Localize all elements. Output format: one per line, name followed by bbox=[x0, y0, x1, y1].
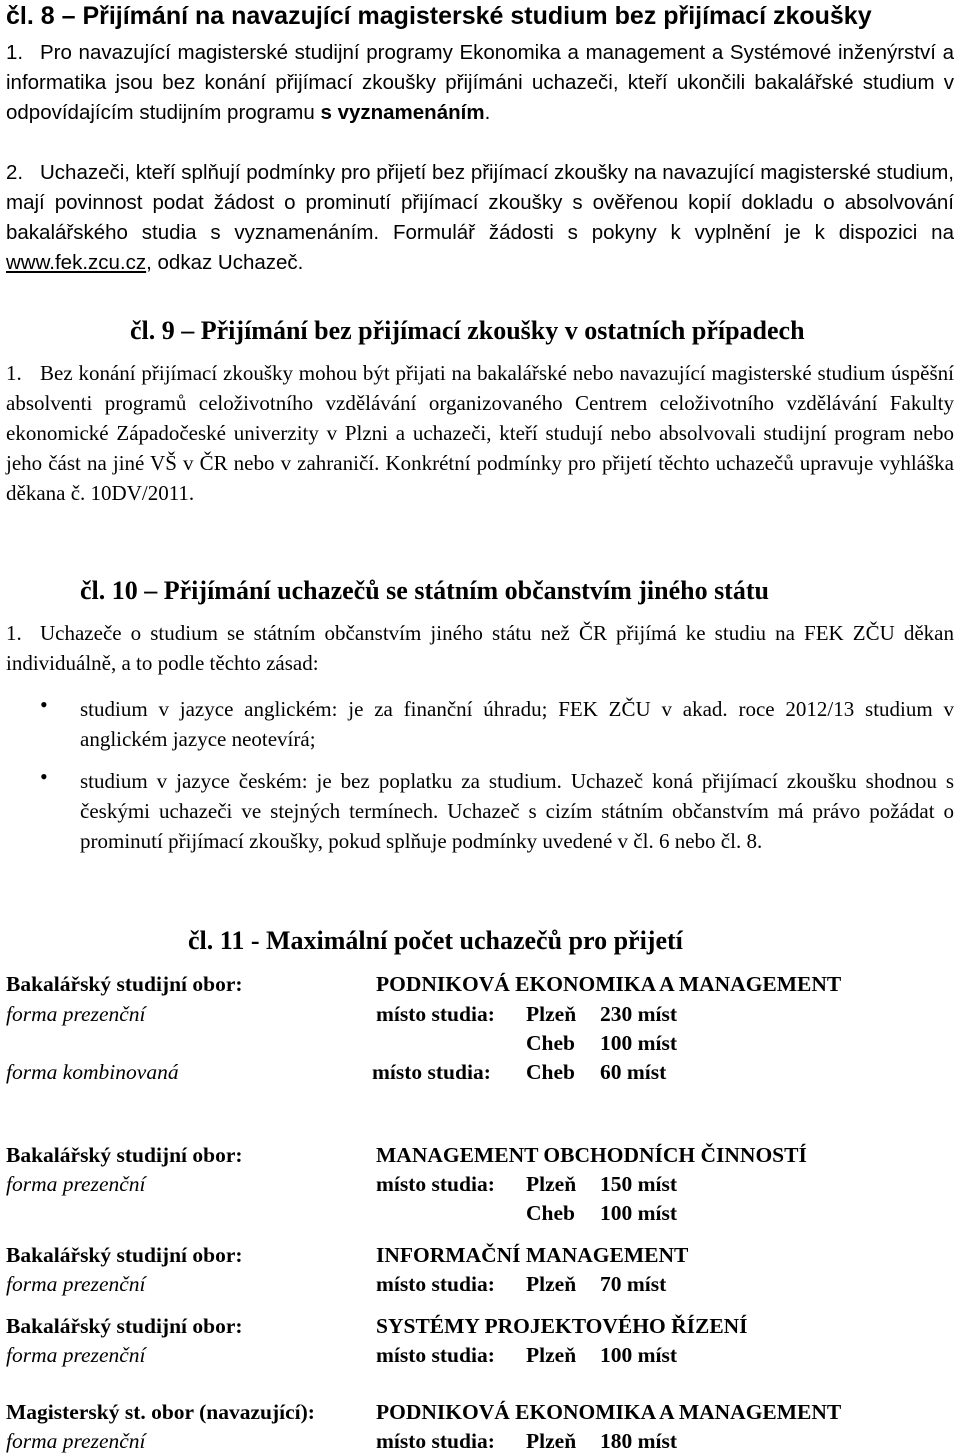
website-link[interactable]: www.fek.zcu.cz bbox=[6, 251, 147, 274]
study-place-label: místo studia: bbox=[376, 1343, 495, 1367]
study-place-label: místo studia: bbox=[376, 1172, 495, 1196]
program-name: PODNIKOVÁ EKONOMIKA A MANAGEMENT bbox=[376, 972, 842, 996]
study-place-label: místo studia: bbox=[376, 1429, 495, 1453]
study-city: Cheb bbox=[526, 1201, 575, 1225]
study-place-label: místo studia: bbox=[372, 1060, 491, 1084]
capacity: 100 míst bbox=[600, 1031, 678, 1055]
program-name: MANAGEMENT OBCHODNÍCH ČINNOSTÍ bbox=[376, 1143, 807, 1167]
study-city: Plzeň bbox=[526, 1343, 577, 1367]
program-name: INFORMAČNÍ MANAGEMENT bbox=[376, 1243, 689, 1267]
capacity: 180 míst bbox=[600, 1429, 678, 1453]
study-place-label: místo studia: bbox=[376, 1272, 495, 1296]
article-8-paragraph-2 bbox=[6, 158, 954, 278]
study-city: Plzeň bbox=[526, 1429, 577, 1453]
paragraph-number: 2. bbox=[6, 161, 24, 184]
study-city: Plzeň bbox=[526, 1272, 577, 1296]
capacity: 100 míst bbox=[600, 1201, 678, 1225]
paragraph-number: 1. bbox=[6, 361, 22, 385]
article-9-paragraph-1 bbox=[6, 358, 954, 508]
capacity: 60 míst bbox=[600, 1060, 667, 1084]
program-name: PODNIKOVÁ EKONOMIKA A MANAGEMENT bbox=[376, 1400, 842, 1424]
capacity: 230 míst bbox=[600, 1002, 678, 1026]
study-form-label: forma prezenční bbox=[6, 1172, 146, 1196]
paragraph-number: 1. bbox=[6, 41, 24, 64]
article-8-heading: čl. 8 – Přijímání na navazující magisterské studium bez přijímací zkoušky bbox=[6, 2, 872, 30]
study-form-label: forma kombinovaná bbox=[6, 1060, 179, 1084]
paragraph-text: Bez konání přijímací zkoušky mohou být přijati na bakalářské nebo navazující magisterské studium úspěšní absolventi programů celoživotního vzdělávání organizovaného Centrem celoživotního vzdělávání Fakulty ekonomické Západočeské univerzity v Plzni a uchazeči, kteří studují nebo absolvovali studijní program nebo jeho část na jiné VŠ v ČR nebo v zahraničí. Konkrétní podmínky pro přijetí těchto uchazečů upravuje vyhláška děkana č. 10DV/2011. bbox=[6, 361, 954, 505]
field-label-bachelor: Bakalářský studijní obor: bbox=[6, 1143, 243, 1167]
paragraph-end: . bbox=[484, 101, 491, 124]
capacity: 150 míst bbox=[600, 1172, 678, 1196]
study-city: Cheb bbox=[526, 1031, 575, 1055]
study-form-label: forma prezenční bbox=[6, 1002, 146, 1026]
article-11-heading: čl. 11 - Maximální počet uchazečů pro přijetí bbox=[188, 926, 683, 955]
list-item: studium v jazyce českém: je bez poplatku za studium. Uchazeč koná přijímací zkoušku shodnou s českými uchazeči ve stejných termínech. Uchazeč s cizím státním občanstvím má právo požádat o prominutí přijímací zkoušky, pokud splňuje podmínky uvedené v čl. 6 nebo čl. 8. bbox=[80, 769, 954, 853]
study-form-label: forma prezenční bbox=[6, 1272, 146, 1296]
paragraph-end: , odkaz Uchazeč. bbox=[146, 251, 304, 274]
paragraph-text: Uchazeči, kteří splňují podmínky pro přijetí bez přijímací zkoušky na navazující magisterské studium, mají povinnost podat žádost o prominutí přijímací zkoušky s ověřenou kopií dokladu o absolvování bakalářského studia s vyznamenáním. Formulář žádosti s pokyny k vyplnění je k dispozici na bbox=[6, 161, 954, 244]
article-10-paragraph-1 bbox=[6, 618, 954, 678]
capacity: 70 míst bbox=[600, 1272, 667, 1296]
article-8-paragraph-1 bbox=[6, 38, 954, 128]
paragraph-number: 1. bbox=[6, 621, 22, 645]
study-form-label: forma prezenční bbox=[6, 1343, 146, 1367]
article-9-heading: čl. 9 – Přijímání bez přijímací zkoušky v ostatních případech bbox=[130, 316, 805, 345]
bullet-icon: • bbox=[40, 764, 48, 789]
paragraph-emphasis: s vyznamenáním bbox=[320, 101, 485, 124]
paragraph-text: Pro navazující magisterské studijní programy Ekonomika a management a Systémové inženýrství a informatika jsou bez konání přijímací zkoušky přijímáni uchazeči, kteří ukončili bakalářské studium v odpovídajícím studijním programu bbox=[6, 41, 954, 124]
study-place-label: místo studia: bbox=[376, 1002, 495, 1026]
article-10-heading: čl. 10 – Přijímání uchazečů se státním občanstvím jiného státu bbox=[80, 576, 769, 605]
study-city: Plzeň bbox=[526, 1172, 577, 1196]
list-item: studium v jazyce anglickém: je za finanční úhradu; FEK ZČU v akad. roce 2012/13 studium v anglickém jazyce neotevírá; bbox=[80, 697, 954, 751]
program-name: SYSTÉMY PROJEKTOVÉHO ŘÍZENÍ bbox=[376, 1314, 748, 1338]
field-label-bachelor: Bakalářský studijní obor: bbox=[6, 1243, 243, 1267]
study-city: Plzeň bbox=[526, 1002, 577, 1026]
field-label-bachelor: Bakalářský studijní obor: bbox=[6, 1314, 243, 1338]
capacity: 100 míst bbox=[600, 1343, 678, 1367]
field-label-master: Magisterský st. obor (navazující): bbox=[6, 1400, 315, 1424]
study-city: Cheb bbox=[526, 1060, 575, 1084]
field-label-bachelor: Bakalářský studijní obor: bbox=[6, 972, 243, 996]
study-form-label: forma prezenční bbox=[6, 1429, 146, 1453]
paragraph-text: Uchazeče o studium se státním občanstvím jiného státu než ČR přijímá ke studiu na FEK ZČU děkan individuálně, a to podle těchto zásad: bbox=[6, 621, 954, 675]
bullet-icon: • bbox=[40, 692, 48, 717]
